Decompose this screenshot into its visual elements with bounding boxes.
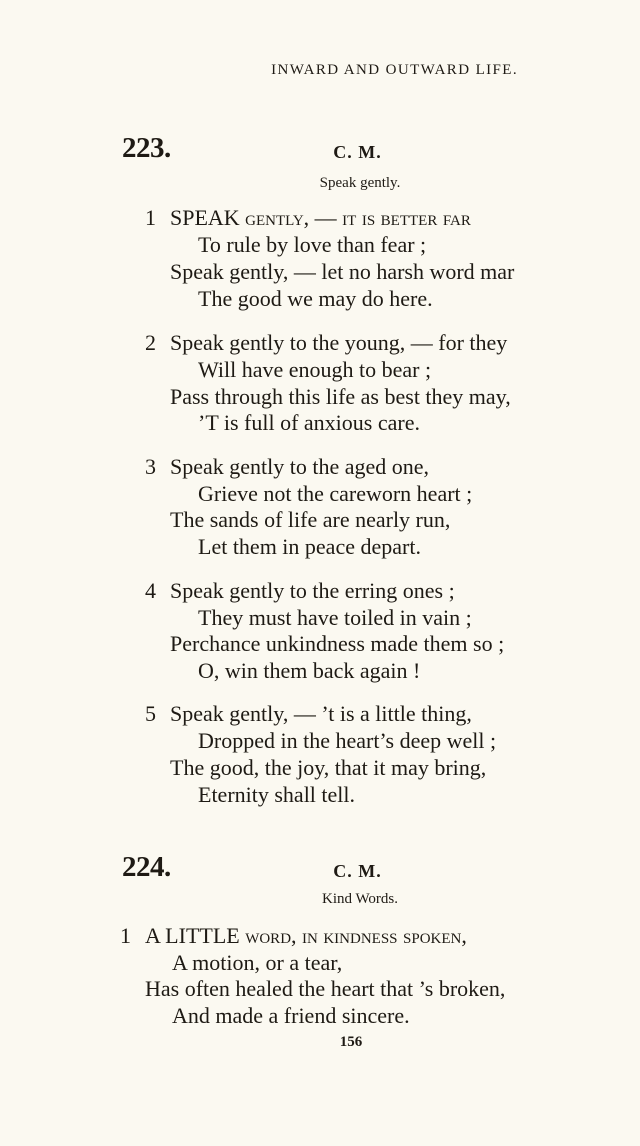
verse-number: 5 (145, 701, 156, 726)
verse-line (170, 205, 471, 231)
verse-line: ’T is full of anxious care. (198, 410, 420, 435)
verse-line: Dropped in the heart’s deep well ; (198, 728, 497, 753)
verse-line: Pass through this life as best they may, (170, 384, 511, 409)
verse-line: Has often healed the heart that ’s broken, (145, 976, 506, 1001)
verse-line: Perchance unkindness made them so ; (170, 631, 505, 656)
verse-line: Let them in peace depart. (198, 534, 421, 559)
verse-line: O, win them back again ! (198, 658, 421, 683)
verse-line: Speak gently, — ’t is a little thing, (170, 701, 472, 726)
hymn-title: Kind Words. (321, 891, 399, 907)
hymn-title: Speak gently. (319, 175, 401, 191)
verse-line: The good we may do here. (198, 286, 433, 311)
verse-line-text: SPEAK gently, — it is better far (170, 205, 471, 230)
verse-line: Will have enough to bear ; (198, 357, 432, 382)
verse-line: Speak gently to the young, — for they (170, 330, 508, 355)
verse-number: 2 (145, 330, 156, 355)
verse-number: 1 (120, 923, 131, 948)
verse-line (145, 923, 467, 949)
verse-line: The sands of life are nearly run, (170, 507, 451, 532)
verse-line: And made a friend sincere. (172, 1003, 410, 1028)
verse-number: 3 (145, 454, 156, 479)
verse-line: They must have toiled in vain ; (198, 605, 472, 630)
verse-line: Speak gently to the erring ones ; (170, 578, 455, 603)
verse-line: Speak gently to the aged one, (170, 454, 430, 479)
verse-line: To rule by love than fear ; (198, 232, 427, 257)
verse-number: 1 (145, 205, 156, 230)
verse-line: A motion, or a tear, (172, 950, 343, 975)
hymn-meter: C. M. (333, 861, 382, 881)
verse-line: Speak gently, — let no harsh word mar (170, 259, 515, 284)
hymn-number: 223. (122, 132, 171, 164)
hymn-number: 224. (122, 851, 171, 883)
hymn-meter: C. M. (333, 142, 382, 162)
running-head: INWARD AND OUTWARD LIFE. (271, 62, 518, 78)
verse-line: The good, the joy, that it may bring, (170, 755, 487, 780)
page-number: 156 (339, 1034, 363, 1050)
verse-line-text: A LITTLE word, in kindness spoken, (145, 923, 467, 948)
verse-line: Grieve not the careworn heart ; (198, 481, 473, 506)
verse-number: 4 (145, 578, 156, 603)
verse-line: Eternity shall tell. (198, 782, 356, 807)
